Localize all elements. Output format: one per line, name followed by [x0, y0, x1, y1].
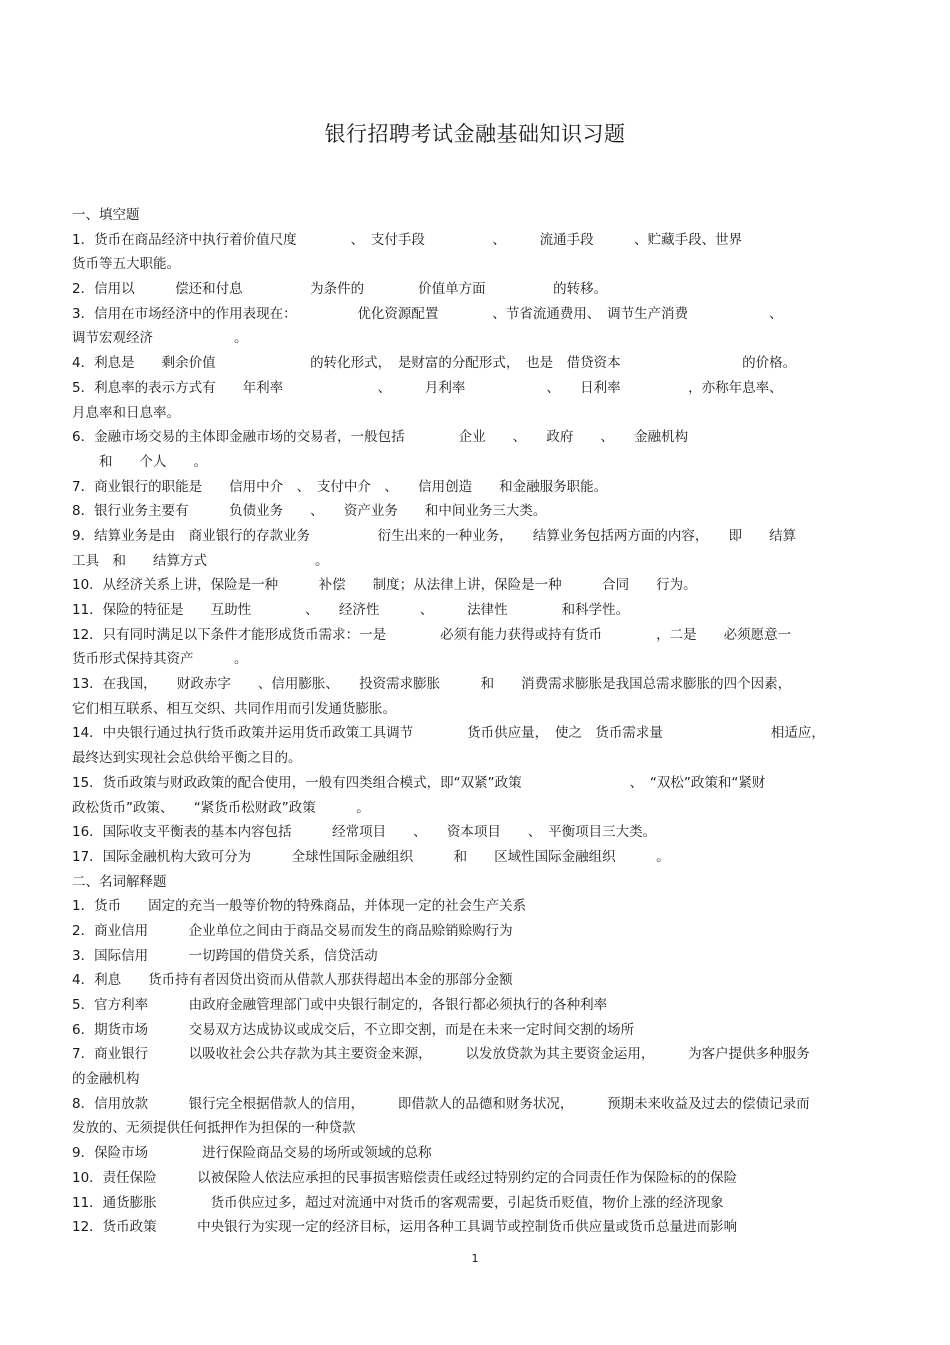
text-line: 10．责任保险 以被保险人依法应承担的民事损害赔偿责任或经过特别约定的合同责任作为保险标的的保险 [72, 1169, 738, 1186]
page-number: 1 [471, 1252, 479, 1265]
text-line: 政松货币”政策、 “紧货币松财政”政策 。 [72, 799, 370, 816]
text-line: 12．只有同时满足以下条件才能形成货币需求：一是 必须有能力获得或持有货币 ，二是 必须愿意一 [72, 626, 792, 643]
text-line: 和 个人 。 [72, 453, 207, 470]
text-line: 5．官方利率 由政府金融管理部门或中央银行制定的，各银行都必须执行的各种利率 [72, 997, 608, 1013]
text-line: 3．信用在市场经济中的作用表现在： 优化资源配置 、节省流通费用、 调节生产消费 、 [72, 305, 783, 322]
text-line: 2．信用以 偿还和付息 为条件的 价值单方面 的转移。 [72, 281, 608, 298]
text-line: 月息率和日息率。 [72, 404, 180, 421]
text-line: 2．商业信用 企业单位之间由于商品交易而发生的商品赊销赊购行为 [72, 922, 513, 939]
text-line: 4．利息是 剩余价值 的转化形式， 是财富的分配形式， 也是 借贷资本 的价格。 [72, 355, 797, 372]
text-line: 7．商业银行 以吸收社会公共存款为其主要资金来源， 以发放贷款为其主要资金运用， 为客户提供多种服务 [72, 1046, 810, 1063]
text-line: 8．银行业务主要有 负债业务 、 资产业务 和中间业务三大类。 [72, 503, 547, 520]
text-line: 一、填空题 [72, 207, 140, 223]
text-line: 6．金融市场交易的主体即金融市场的交易者，一般包括 企业 、 政府 、 金融机构 [72, 429, 689, 446]
text-line: 二、名词解释题 [72, 873, 167, 890]
text-line: 工具 和 结算方式 。 [72, 552, 329, 569]
text-line: 货币形式保持其资产 。 [72, 651, 248, 668]
document-title: 银行招聘考试金融基础知识习题 [324, 122, 626, 146]
text-line: 11．保险的特征是 互助性 、 经济性 、 法律性 和科学性。 [72, 602, 630, 618]
text-line: 17．国际金融机构大致可分为 全球性国际金融组织 和 区域性国际金融组织 。 [72, 848, 670, 865]
text-line: 9．结算业务是由 商业银行的存款业务 衍生出来的一种业务， 结算业务包括两方面的内容， 即 结算 [72, 527, 797, 544]
text-line: 1．货币 固定的充当一般等价物的特殊商品，并体现一定的社会生产关系 [72, 898, 527, 915]
text-line: 的金融机构 [72, 1071, 140, 1088]
text-line: 14．中央银行通过执行货币政策并运用货币政策工具调节 货币供应量， 使之 货币需求量 相适应， [72, 725, 825, 742]
text-line: 11．通货膨胀 货币供应过多，超过对流通中对货币的客观需要，引起货币贬值，物价上涨的经济现象 [72, 1194, 724, 1211]
text-line: 它们相互联系、相互交织、共同作用而引发通货膨胀。 [72, 700, 396, 717]
text-line: 发放的、无须提供任何抵押作为担保的一种贷款 [72, 1120, 356, 1137]
text-line: 10．从经济关系上讲，保险是一种 补偿 制度；从法律上讲，保险是一种 合同 行为。 [72, 577, 697, 594]
text-line: 8．信用放款 银行完全根据借款人的信用， 即借款人的品德和财务状况， 预期未来收益及过去的偿债记录而 [72, 1095, 810, 1112]
text-line: 1．货币在商品经济中执行着价值尺度 、 支付手段 、 流通手段 、贮藏手段、世界 [72, 231, 743, 248]
text-line: 4．利息 货币持有者因贷出资而从借款人那获得超出本金的那部分金额 [72, 972, 513, 989]
text-line: 3．国际信用 一切跨国的借贷关系，信贷活动 [72, 947, 378, 964]
text-line: 13．在我国， 财政赤字 、信用膨胀、 投资需求膨胀 和 消费需求膨胀是我国总需求膨胀的四个因素， [72, 676, 792, 693]
text-line: 6．期货市场 交易双方达成协议或成交后，不立即交割，而是在未来一定时间交割的场所 [72, 1021, 635, 1038]
text-line: 7．商业银行的职能是 信用中介 、 支付中介 、 信用创造 和金融服务职能。 [72, 478, 608, 495]
text-line: 16．国际收支平衡表的基本内容包括 经常项目 、 资本项目 、 平衡项目三大类。 [72, 824, 657, 841]
text-line: 15．货币政策与财政政策的配合使用，一般有四类组合模式，即“双紧”政策 、 “双松”政策和“紧财 [72, 774, 766, 791]
text-line: 货币等五大职能。 [72, 256, 180, 273]
text-line: 12．货币政策 中央银行为实现一定的经济目标，运用各种工具调节或控制货币供应量或货币总量进而影响 [72, 1219, 738, 1236]
text-line: 9．保险市场 进行保险商品交易的场所或领域的总称 [72, 1145, 432, 1162]
document-body [72, 203, 868, 1240]
text-line: 5．利息率的表示方式有 年利率 、 月利率 、 日利率 ，亦称年息率、 [72, 379, 783, 396]
text-line: 调节宏观经济 。 [72, 330, 248, 347]
text-line: 最终达到实现社会总供给平衡之目的。 [72, 750, 302, 767]
